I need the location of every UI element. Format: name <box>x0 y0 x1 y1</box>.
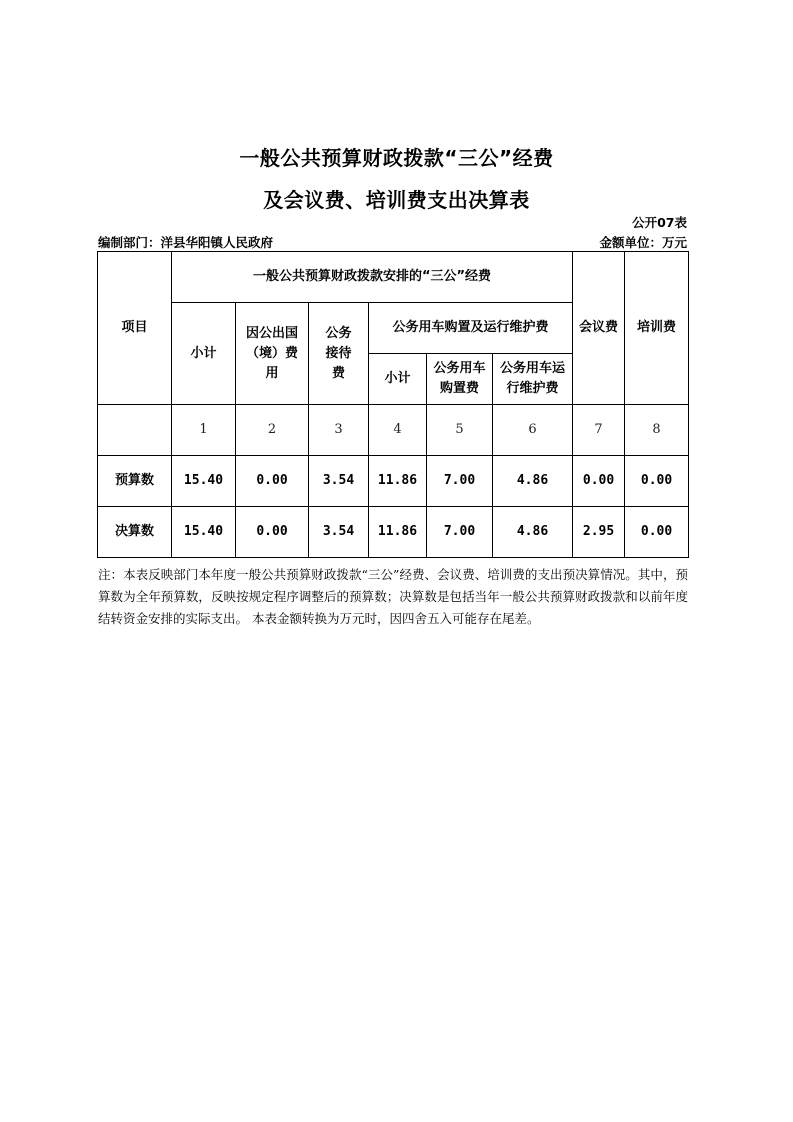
table-cell: 15.40 <box>172 507 236 558</box>
table-cell: 4.86 <box>493 456 573 507</box>
expense-table <box>97 251 689 558</box>
table-row-budget <box>98 456 689 507</box>
table-cell: 0.00 <box>236 456 309 507</box>
header-sangong-group: 一般公共预算财政拨款安排的“三公”经费 <box>172 252 573 303</box>
header-vehicle-subtotal: 小计 <box>369 354 427 405</box>
table-cell: 15.40 <box>172 456 236 507</box>
row-label: 决算数 <box>98 507 172 558</box>
column-number: 1 <box>172 405 236 456</box>
table-cell: 7.00 <box>427 507 493 558</box>
column-number: 3 <box>309 405 369 456</box>
form-code: 公开07表 <box>632 215 687 230</box>
table-cell: 7.00 <box>427 456 493 507</box>
table-cell: 3.54 <box>309 507 369 558</box>
header-vehicle-group: 公务用车购置及运行维护费 <box>369 303 573 354</box>
document-title-line1: 一般公共预算财政拨款“三公”经费 <box>239 146 554 170</box>
row-label: 预算数 <box>98 456 172 507</box>
column-number: 8 <box>625 405 689 456</box>
column-number: 6 <box>493 405 573 456</box>
header-reception: 公务接待费 <box>309 303 369 405</box>
column-number: 4 <box>369 405 427 456</box>
table-cell: 11.86 <box>369 507 427 558</box>
table-cell: 0.00 <box>625 507 689 558</box>
header-subtotal: 小计 <box>172 303 236 405</box>
table-note: 注：本表反映部门本年度一般公共预算财政拨款“三公”经费、会议费、培训费的支出预决算情况。其中，预算数为全年预算数，反映按规定程序调整后的预算数；决算数是包括当年一般公共预算财政拨款和以前年度结转资金安排的实际支出。 本表金额转换为万元时，因四舍五入可能存在尾差。 <box>98 567 688 626</box>
document-title-line2: 及会议费、培训费支出决算表 <box>263 188 530 212</box>
header-training: 培训费 <box>625 252 689 405</box>
header-meeting: 会议费 <box>573 252 625 405</box>
column-number: 7 <box>573 405 625 456</box>
column-number: 2 <box>236 405 309 456</box>
department-label: 编制部门：洋县华阳镇人民政府 <box>98 235 274 250</box>
table-row-actual <box>98 507 689 558</box>
table-cell: 4.86 <box>493 507 573 558</box>
header-vehicle-purchase: 公务用车购置费 <box>427 354 493 405</box>
unit-label: 金额单位：万元 <box>599 235 687 250</box>
table-cell: 0.00 <box>625 456 689 507</box>
header-vehicle-operation: 公务用车运行维护费 <box>493 354 573 405</box>
table-cell: 0.00 <box>573 456 625 507</box>
table-cell: 11.86 <box>369 456 427 507</box>
table-cell: 0.00 <box>236 507 309 558</box>
column-number-blank <box>98 405 172 456</box>
header-abroad: 因公出国（境）费用 <box>236 303 309 405</box>
column-number: 5 <box>427 405 493 456</box>
table-cell: 2.95 <box>573 507 625 558</box>
table-cell: 3.54 <box>309 456 369 507</box>
header-item: 项目 <box>98 252 172 405</box>
